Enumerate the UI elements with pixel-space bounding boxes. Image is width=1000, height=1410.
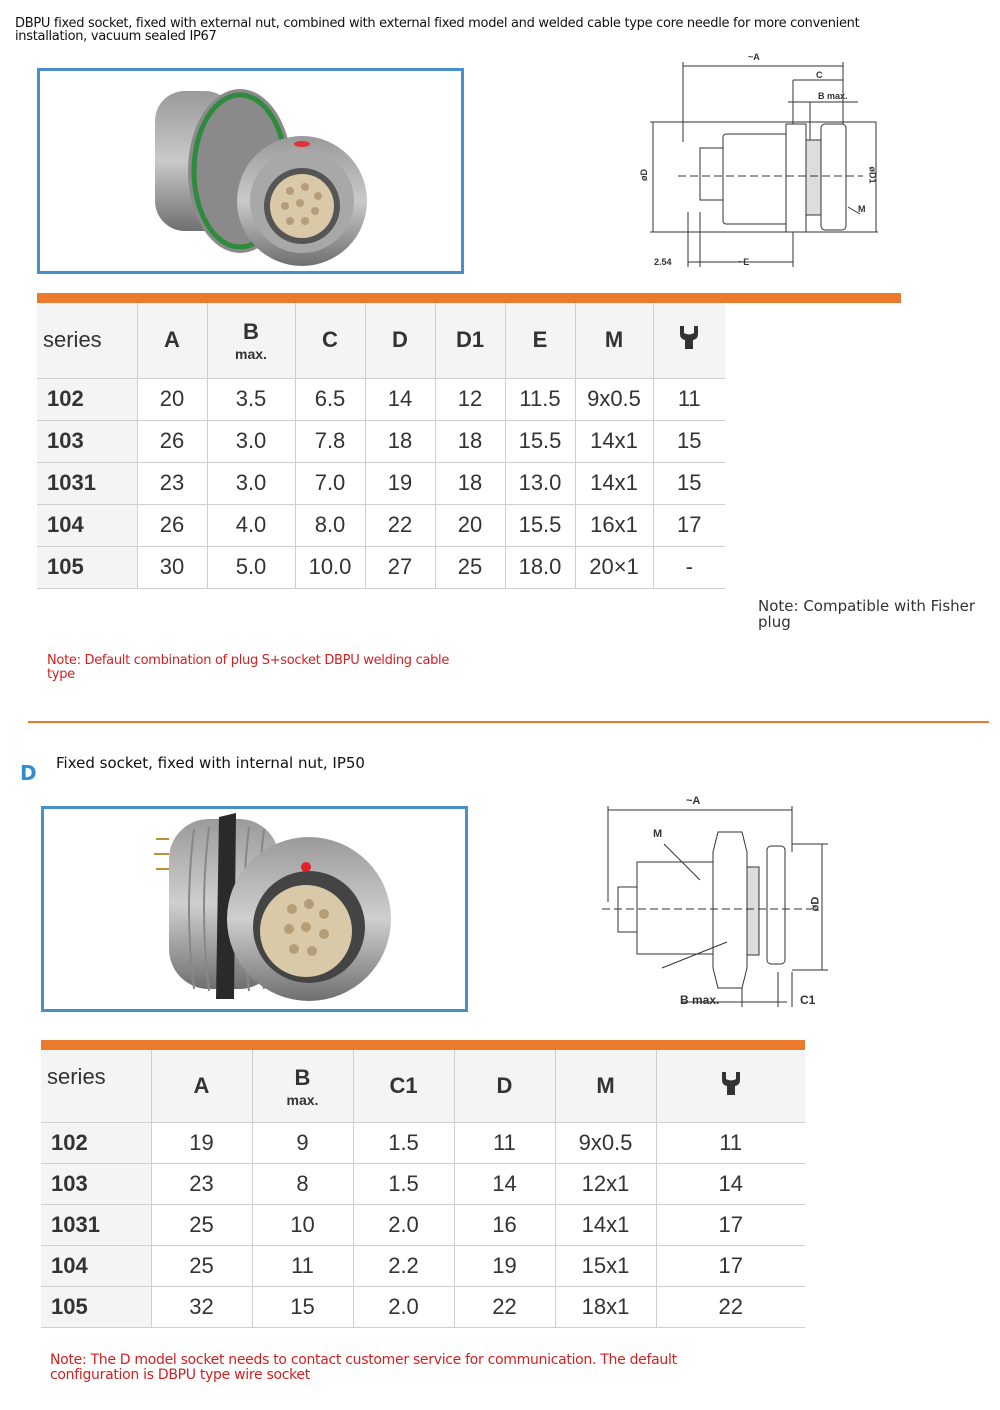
dim-label-pitch: 2.54 xyxy=(654,257,672,267)
accent-bar xyxy=(37,293,901,303)
value-cell: 12x1 xyxy=(555,1163,656,1204)
header-a: A xyxy=(137,303,207,378)
value-cell: 18 xyxy=(365,420,435,462)
value-cell: 22 xyxy=(454,1286,555,1327)
product-photo-d xyxy=(41,806,468,1012)
value-cell: 16 xyxy=(454,1204,555,1245)
header-c: C xyxy=(295,303,365,378)
technical-drawing-d xyxy=(592,792,832,1014)
series-cell: 102 xyxy=(41,1122,151,1163)
series-cell: 103 xyxy=(37,420,137,462)
product-photo-dbpu xyxy=(37,68,464,274)
series-cell: 1031 xyxy=(41,1204,151,1245)
spec-table-d xyxy=(41,1050,805,1328)
connector-image-icon xyxy=(40,71,461,271)
value-cell: 9 xyxy=(252,1122,353,1163)
value-cell: 9x0.5 xyxy=(575,378,653,420)
dim-label-d: øD xyxy=(639,169,649,181)
series-cell: 104 xyxy=(37,504,137,546)
dim-label-d1: øD1 xyxy=(867,166,878,184)
value-cell: 30 xyxy=(137,546,207,588)
value-cell: 3.0 xyxy=(207,462,295,504)
table-header-row xyxy=(37,303,725,378)
section-divider xyxy=(28,721,989,723)
value-cell: 14x1 xyxy=(575,420,653,462)
table-row xyxy=(41,1163,805,1204)
table-row xyxy=(37,504,725,546)
value-cell: 14x1 xyxy=(555,1204,656,1245)
dim-label-b: B max. xyxy=(680,993,720,1007)
table-row xyxy=(41,1122,805,1163)
dim-label-d: øD xyxy=(809,896,822,912)
value-cell: 4.0 xyxy=(207,504,295,546)
value-cell: 19 xyxy=(365,462,435,504)
section1-title: DBPU fixed socket, fixed with external nut, combined with external fixed model and welded cable type core needle for more convenient installation, vacuum sealed IP67 xyxy=(15,16,860,44)
connector-image-icon xyxy=(44,809,465,1009)
series-cell: 102 xyxy=(37,378,137,420)
value-cell: 20×1 xyxy=(575,546,653,588)
value-cell: 9x0.5 xyxy=(555,1122,656,1163)
section2-title: Fixed socket, fixed with internal nut, IP50 xyxy=(56,754,365,772)
table-row xyxy=(37,420,725,462)
value-cell: 7.8 xyxy=(295,420,365,462)
value-cell: 18 xyxy=(435,462,505,504)
value-cell: 14 xyxy=(365,378,435,420)
table-header-row xyxy=(41,1050,805,1122)
value-cell: 16x1 xyxy=(575,504,653,546)
series-cell: 105 xyxy=(41,1286,151,1327)
value-cell: 22 xyxy=(656,1286,805,1327)
header-m: M xyxy=(575,303,653,378)
value-cell: 1.5 xyxy=(353,1163,454,1204)
value-cell: 17 xyxy=(656,1245,805,1286)
wrench-icon xyxy=(720,1070,742,1096)
value-cell: 11.5 xyxy=(505,378,575,420)
dim-label-c: C xyxy=(816,70,823,80)
value-cell: 8.0 xyxy=(295,504,365,546)
value-cell: 1.5 xyxy=(353,1122,454,1163)
header-d: D xyxy=(454,1050,555,1122)
value-cell: 5.0 xyxy=(207,546,295,588)
table-row xyxy=(41,1204,805,1245)
value-cell: 26 xyxy=(137,420,207,462)
value-cell: 32 xyxy=(151,1286,252,1327)
value-cell: 11 xyxy=(656,1122,805,1163)
value-cell: 11 xyxy=(653,378,725,420)
value-cell: 17 xyxy=(653,504,725,546)
spec-table-dbpu xyxy=(37,303,725,589)
value-cell: 15 xyxy=(252,1286,353,1327)
dim-label-m: M xyxy=(653,828,663,840)
dim-label-c1: C1 xyxy=(800,993,816,1007)
value-cell: 12 xyxy=(435,378,505,420)
header-d: D xyxy=(365,303,435,378)
value-cell: 22 xyxy=(365,504,435,546)
accent-bar xyxy=(41,1040,805,1050)
value-cell: 15.5 xyxy=(505,420,575,462)
value-cell: 3.5 xyxy=(207,378,295,420)
value-cell: 7.0 xyxy=(295,462,365,504)
header-series: series xyxy=(37,303,137,378)
series-cell: 105 xyxy=(37,546,137,588)
table-row xyxy=(41,1245,805,1286)
header-wrench xyxy=(656,1050,805,1122)
header-b: B max. xyxy=(207,303,295,378)
value-cell: 2.0 xyxy=(353,1286,454,1327)
value-cell: 6.5 xyxy=(295,378,365,420)
value-cell: 23 xyxy=(151,1163,252,1204)
header-series: series xyxy=(41,1050,151,1122)
value-cell: 14 xyxy=(454,1163,555,1204)
dim-label-a: ~A xyxy=(748,52,760,62)
value-cell: 27 xyxy=(365,546,435,588)
value-cell: 2.2 xyxy=(353,1245,454,1286)
header-b: B max. xyxy=(252,1050,353,1122)
value-cell: 18 xyxy=(435,420,505,462)
value-cell: 19 xyxy=(454,1245,555,1286)
value-cell: 2.0 xyxy=(353,1204,454,1245)
value-cell: 25 xyxy=(151,1245,252,1286)
header-wrench xyxy=(653,303,725,378)
dim-label-b: B max. xyxy=(818,91,848,101)
dim-label-m: M xyxy=(858,204,866,214)
series-cell: 103 xyxy=(41,1163,151,1204)
value-cell: 15.5 xyxy=(505,504,575,546)
dim-label-e: ~E xyxy=(738,257,750,267)
value-cell: 17 xyxy=(656,1204,805,1245)
value-cell: 26 xyxy=(137,504,207,546)
value-cell: 10 xyxy=(252,1204,353,1245)
value-cell: 11 xyxy=(252,1245,353,1286)
dim-label-a: ~A xyxy=(686,795,701,807)
table-row xyxy=(41,1286,805,1327)
value-cell: 18.0 xyxy=(505,546,575,588)
value-cell: 18x1 xyxy=(555,1286,656,1327)
technical-drawing-dbpu xyxy=(638,52,888,272)
header-e: E xyxy=(505,303,575,378)
series-cell: 104 xyxy=(41,1245,151,1286)
value-cell: 15x1 xyxy=(555,1245,656,1286)
value-cell: 25 xyxy=(435,546,505,588)
note-d-model: Note: The D model socket needs to contact customer service for communication. The default configuration is DBPU type wire socket xyxy=(50,1352,677,1383)
value-cell: 10.0 xyxy=(295,546,365,588)
value-cell: 13.0 xyxy=(505,462,575,504)
value-cell: 19 xyxy=(151,1122,252,1163)
value-cell: 23 xyxy=(137,462,207,504)
table-row xyxy=(37,378,725,420)
header-a: A xyxy=(151,1050,252,1122)
value-cell: 11 xyxy=(454,1122,555,1163)
value-cell: 15 xyxy=(653,420,725,462)
header-m: M xyxy=(555,1050,656,1122)
value-cell: 14 xyxy=(656,1163,805,1204)
value-cell: 25 xyxy=(151,1204,252,1245)
value-cell: 8 xyxy=(252,1163,353,1204)
header-c1: C1 xyxy=(353,1050,454,1122)
table-row xyxy=(37,546,725,588)
value-cell: - xyxy=(653,546,725,588)
table-row xyxy=(37,462,725,504)
value-cell: 20 xyxy=(435,504,505,546)
header-d1: D1 xyxy=(435,303,505,378)
wrench-icon xyxy=(678,324,700,350)
value-cell: 15 xyxy=(653,462,725,504)
section2-tag: D xyxy=(20,761,37,785)
series-cell: 1031 xyxy=(37,462,137,504)
value-cell: 14x1 xyxy=(575,462,653,504)
value-cell: 3.0 xyxy=(207,420,295,462)
value-cell: 20 xyxy=(137,378,207,420)
note-default-combination: Note: Default combination of plug S+socket DBPU welding cable type xyxy=(47,653,450,682)
note-compatible: Note: Compatible with Fisher plug xyxy=(758,597,976,631)
